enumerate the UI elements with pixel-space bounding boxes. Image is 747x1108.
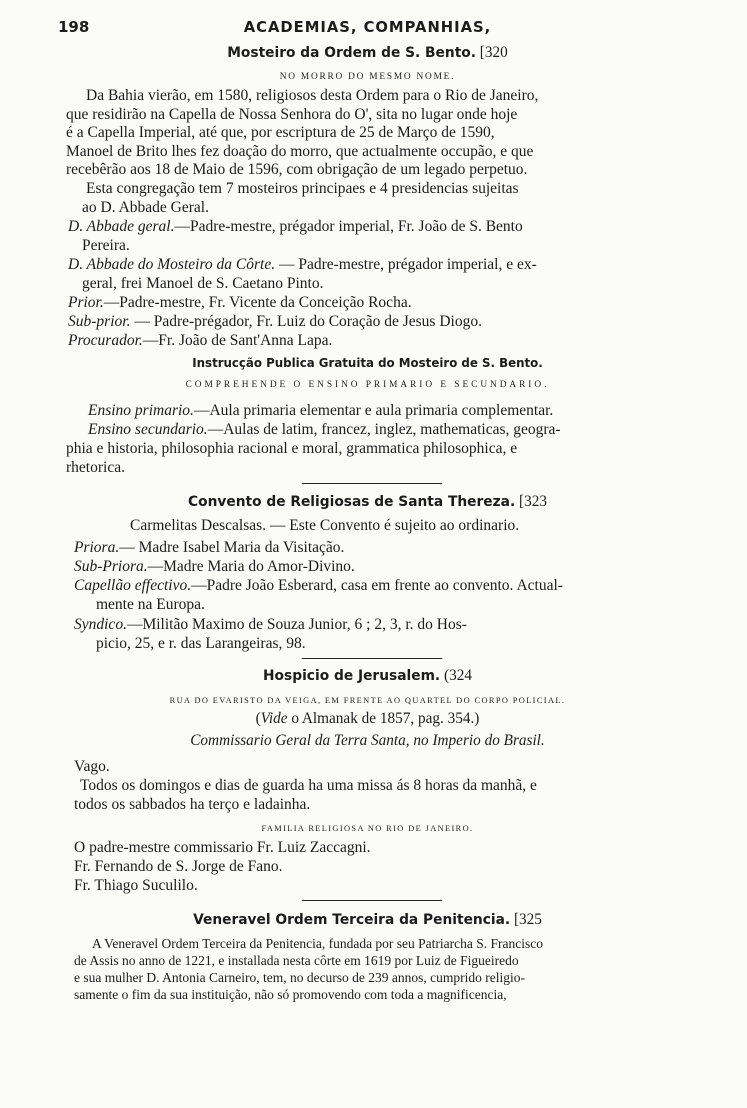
member-line: O padre-mestre commissario Fr. Luiz Zaccagni.: [74, 839, 371, 856]
paragraph-line: A Veneravel Ordem Terceira da Penitencia, fundada por seu Patriarcha S. Francisco: [92, 936, 544, 951]
section-divider: [302, 483, 442, 484]
paragraph-line: Manoel de Brito lhes fez doação do morro, que actualmente occupão, e que: [66, 143, 534, 160]
entry-label: Prior.: [68, 294, 104, 311]
paragraph-line: Esta congregação tem 7 mosteiros principaes e 4 presidencias sujeitas: [86, 180, 519, 197]
section-heading-sao-bento: [0, 44, 735, 62]
section-title: Hospicio de Jerusalem.: [263, 668, 441, 684]
ensino-entry: [88, 421, 561, 439]
staff-entry: [68, 332, 332, 350]
paragraph-line: Da Bahia vierão, em 1580, religiosos desta Ordem para o Rio de Janeiro,: [86, 87, 539, 104]
entry-label: D. Abbade geral.: [68, 218, 175, 235]
member-line: Fr. Fernando de S. Jorge de Fano.: [74, 858, 283, 875]
instruction-title: Instrucção Publica Gratuita do Mosteiro de S. Bento.: [192, 356, 543, 370]
section-divider: [302, 658, 442, 659]
entry-continuation: picio, 25, e r. das Larangeiras, 98.: [96, 635, 306, 652]
familia-heading: FAMILIA RELIGIOSA NO RIO DE JANEIRO.: [261, 823, 474, 833]
paragraph-line: que residirão na Capella de Nossa Senhora do O', sita no lugar onde hoje: [66, 106, 518, 123]
section-subtitle: NO MORRO DO MESMO NOME.: [279, 72, 456, 82]
paragraph-line: Todos os domingos e dias de guarda ha uma missa ás 8 horas da manhã, e: [80, 777, 537, 794]
entry-label: Sub-Priora.: [74, 558, 148, 575]
entry-text: —Padre-mestre, Fr. Vicente da Conceição Rocha.: [103, 294, 412, 311]
section-heading-ordem-terceira: [0, 911, 735, 929]
entry-text: r. do Hos-: [401, 616, 467, 633]
entry-text: —Aula primaria elementar e aula primaria complementar.: [193, 402, 554, 419]
entry-text: —Militão Maximo de Souza Junior,: [126, 616, 355, 633]
entry-continuation: Pereira.: [82, 237, 130, 254]
section-number: [323: [519, 493, 547, 510]
instruction-subtitle: COMPREHENDE O ENSINO PRIMARIO E SECUNDARIO.: [185, 380, 550, 390]
entry-text: —Madre Maria do Amor-Divino.: [147, 558, 355, 575]
page-number: 198: [58, 18, 90, 36]
staff-entry: [68, 313, 482, 331]
paragraph-line: é a Capella Imperial, até que, por escriptura de 25 de Março de 1590,: [66, 124, 495, 141]
commissario-title: Commissario Geral da Terra Santa, no Imperio do Brasil.: [190, 732, 545, 749]
entry-text: —Padre João Esberard, casa em frente ao convento. Actual-: [191, 577, 563, 594]
vago-line: Vago.: [74, 758, 110, 775]
entry-label: Ensino primario.: [88, 402, 194, 419]
entry-text: —Fr. João de Sant'Anna Lapa.: [142, 332, 333, 349]
section-heading-santa-thereza: [0, 493, 735, 511]
section-divider: [302, 900, 442, 901]
ref-open: (: [255, 710, 261, 727]
staff-entry: [68, 218, 523, 236]
address-line: RUA DO EVARISTO DA VEIGA, EM FRENTE AO QUARTEL DO CORPO POLICIAL.: [169, 695, 566, 705]
staff-entry: [74, 577, 563, 595]
ref-vide: Vide: [260, 710, 288, 727]
entry-label: Capellão effectivo.: [74, 577, 192, 594]
staff-entry: [74, 539, 344, 557]
entry-continuation: mente na Europa.: [96, 596, 205, 613]
entry-label: Ensino secundario.: [88, 421, 208, 438]
entry-continuation: phia e historia, philosophia racional e moral, grammatica philosophica, e: [66, 440, 518, 457]
entry-continuation: rhetorica.: [66, 459, 125, 476]
section-title: Convento de Religiosas de Santa Thereza.: [187, 494, 516, 510]
staff-entry: [68, 294, 412, 312]
member-line: Fr. Thiago Suculilo.: [74, 877, 198, 894]
paragraph-line: samente o fim da sua instituição, não só promovendo com toda a magnificencia,: [74, 987, 507, 1002]
section-title: Mosteiro da Ordem de S. Bento.: [227, 45, 476, 61]
entry-label: Priora.: [74, 539, 120, 556]
almanak-reference: [0, 710, 735, 728]
entry-label: Procurador.: [68, 332, 143, 349]
section-heading-jerusalem: [0, 667, 735, 685]
section-number: [320: [479, 44, 508, 61]
entry-text: —Padre-mestre, prégador imperial, Fr. João de S. Bento: [174, 218, 523, 235]
entry-label: Syndico.: [74, 616, 127, 633]
running-title: ACADEMIAS, COMPANHIAS,: [243, 18, 492, 36]
staff-entry: [68, 256, 537, 274]
paragraph-line: todos os sabbados ha terço e ladainha.: [74, 796, 311, 813]
paragraph-line: e sua mulher D. Antonia Carneiro, tem, no decurso de 239 annos, cumprido religio-: [74, 970, 526, 985]
convent-intro: Carmelitas Descalsas. — Este Convento é sujeito ao ordinario.: [130, 517, 520, 534]
ensino-entry: [88, 402, 553, 420]
entry-text: — Madre Isabel Maria da Visitação.: [119, 539, 345, 556]
section-number: [325: [513, 911, 542, 928]
entry-text: —Aulas de latim, francez, inglez, mathematicas, geogra-: [207, 421, 561, 438]
entry-text: — Padre-mestre, prégador imperial, e ex-: [275, 256, 537, 273]
paragraph-line: recebêrão aos 18 de Maio de 1596, com obrigação de um legado perpetuo.: [66, 161, 528, 178]
decoration-icons: 6 ; 2, 3,: [354, 616, 402, 633]
staff-entry-syndico: [74, 616, 467, 634]
entry-continuation: geral, frei Manoel de S. Caetano Pinto.: [82, 275, 324, 292]
ref-rest: o Almanak de 1857, pag. 354.): [287, 710, 480, 727]
entry-label: Sub-prior.: [68, 313, 131, 330]
entry-label: D. Abbade do Mosteiro da Côrte.: [68, 256, 276, 273]
entry-text: — Padre-prégador, Fr. Luiz do Coração de Jesus Diogo.: [130, 313, 482, 330]
staff-entry: [74, 558, 355, 576]
paragraph-line: de Assis no anno de 1221, e installada nesta côrte em 1619 por Luiz de Figueiredo: [74, 953, 519, 968]
paragraph-line: ao D. Abbade Geral.: [82, 199, 209, 216]
section-number: (324: [443, 667, 472, 684]
section-title: Veneravel Ordem Terceira da Penitencia.: [193, 912, 511, 928]
